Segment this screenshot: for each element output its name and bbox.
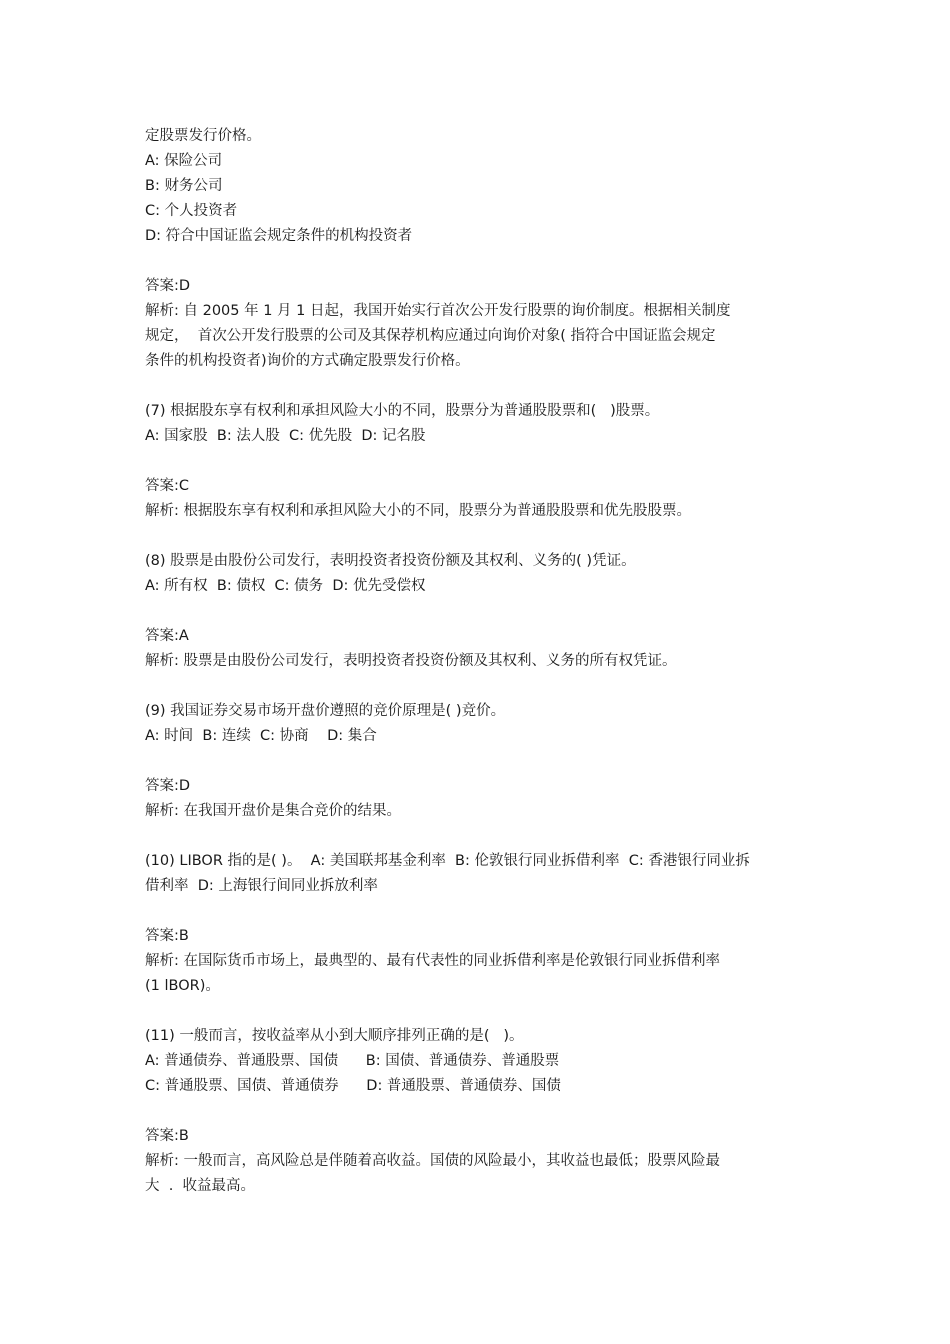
analysis-line: 解析: 根据股东享有权利和承担风险大小的不同，股票分为普通股股票和优先股股票。 [145, 503, 691, 519]
question-block-11 [145, 1024, 815, 1199]
question-block-8 [145, 549, 815, 674]
analysis-line: 解析: 自 2005 年 1 月 1 日起，我国开始实行首次公开发行股票的询价制度。根据相关制度 [145, 303, 731, 319]
analysis-line: 规定， 首次公开发行股票的公司及其保荐机构应通过向询价对象( 指符合中国证监会规定 [145, 328, 716, 344]
spacer [145, 374, 815, 399]
question-text: (11) 一般而言，按收益率从小到大顺序排列正确的是( )。 [145, 1028, 524, 1044]
options-line: A: 时间 B: 连续 C: 协商 D: 集合 [145, 728, 377, 744]
options-line: A: 国家股 B: 法人股 C: 优先股 D: 记名股 [145, 428, 426, 444]
spacer [145, 899, 815, 924]
option-c: C: 个人投资者 [145, 203, 238, 219]
answer: 答案:A [145, 628, 189, 644]
options-line: A: 普通债券、普通股票、国债 B: 国债、普通债券、普通股票 [145, 1053, 560, 1069]
options-line: C: 普通股票、国债、普通债券 D: 普通股票、普通债券、国债 [145, 1078, 561, 1094]
answer: 答案:D [145, 278, 191, 294]
spacer [145, 449, 815, 474]
document-body [145, 124, 815, 1199]
question-text: (10) LIBOR 指的是( )。 A: 美国联邦基金利率 B: 伦敦银行同业拆借利率 C: 香港银行同业拆 [145, 853, 750, 869]
spacer [145, 749, 815, 774]
spacer [145, 524, 815, 549]
spacer [145, 824, 815, 849]
answer: 答案:B [145, 928, 189, 944]
spacer [145, 1099, 815, 1124]
question-block-7 [145, 399, 815, 524]
question-text: (8) 股票是由股份公司发行，表明投资者投资份额及其权利、义务的( )凭证。 [145, 553, 636, 569]
question-block-6 [145, 124, 815, 374]
spacer [145, 249, 815, 274]
analysis-line: 条件的机构投资者)询价的方式确定股票发行价格。 [145, 353, 470, 369]
question-block-9 [145, 699, 815, 824]
analysis-line: (1 lBOR)。 [145, 978, 220, 994]
answer: 答案:D [145, 778, 191, 794]
question-text-tail: 定股票发行价格。 [145, 128, 261, 144]
option-b: B: 财务公司 [145, 178, 223, 194]
spacer [145, 599, 815, 624]
question-block-10 [145, 849, 815, 999]
options-line: A: 所有权 B: 债权 C: 债务 D: 优先受偿权 [145, 578, 426, 594]
analysis-line: 解析: 在我国开盘价是集合竞价的结果。 [145, 803, 401, 819]
answer: 答案:B [145, 1128, 189, 1144]
option-a: A: 保险公司 [145, 153, 223, 169]
question-text: (9) 我国证券交易市场开盘价遵照的竞价原理是( )竞价。 [145, 703, 506, 719]
analysis-line: 解析: 在国际货币市场上，最典型的、最有代表性的同业拆借利率是伦敦银行同业拆借利率 [145, 953, 720, 969]
analysis-line: 解析: 股票是由股份公司发行，表明投资者投资份额及其权利、义务的所有权凭证。 [145, 653, 677, 669]
question-text: 借利率 D: 上海银行间同业拆放利率 [145, 878, 378, 894]
answer: 答案:C [145, 478, 190, 494]
analysis-line: 解析: 一般而言，高风险总是伴随着高收益。国债的风险最小，其收益也最低；股票风险最 [145, 1153, 720, 1169]
spacer [145, 674, 815, 699]
option-d: D: 符合中国证监会规定条件的机构投资者 [145, 228, 413, 244]
question-text: (7) 根据股东享有权利和承担风险大小的不同，股票分为普通股股票和( )股票。 [145, 403, 660, 419]
analysis-line: 大 . 收益最高。 [145, 1178, 256, 1194]
spacer [145, 999, 815, 1024]
